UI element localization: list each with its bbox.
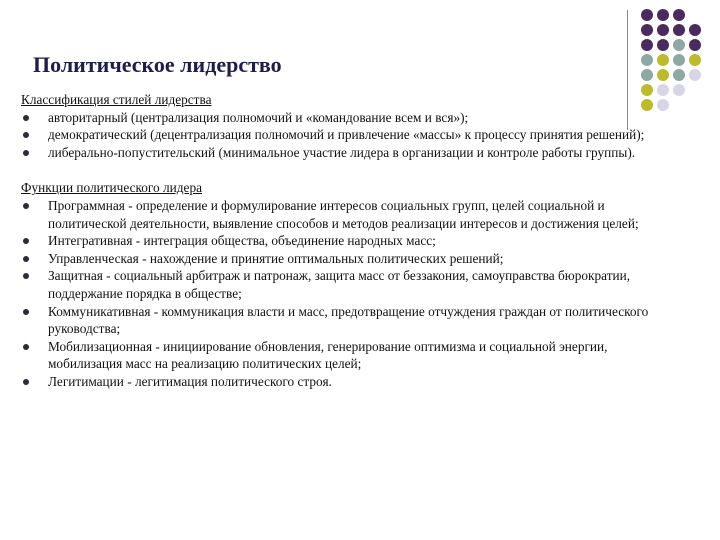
- list-item-text: Программная - определение и формулирование интересов социальных групп, целей социальной и политической деятельности, выявление способов и методов реализации интересов и достижения целей;: [48, 197, 639, 231]
- decor-dot: [673, 84, 685, 96]
- section-heading-leader-functions: Функции политического лидера: [21, 180, 202, 196]
- bullet-icon: [23, 238, 29, 244]
- leadership-styles-list: [21, 109, 671, 162]
- decor-dot: [673, 39, 685, 51]
- decor-dot: [689, 84, 701, 96]
- leader-functions-list: [21, 197, 671, 391]
- list-item: [21, 109, 671, 127]
- section-heading-leadership-styles: Классификация стилей лидерства: [21, 92, 212, 107]
- list-item-text: Защитная - социальный арбитраж и патронаж, защита масс от беззакония, самоуправства бюрократии, поддержание порядка в обществе;: [48, 268, 631, 301]
- decor-dot: [673, 24, 685, 36]
- decor-dot: [673, 99, 685, 111]
- decor-dot: [641, 69, 653, 81]
- decor-dot: [689, 69, 701, 81]
- decor-dot: [673, 9, 685, 21]
- decor-dot: [641, 24, 653, 36]
- page-title: Политическое лидерство: [33, 52, 282, 77]
- bullet-icon: [23, 273, 29, 279]
- section-spacer: [21, 161, 671, 179]
- bullet-icon: [23, 115, 29, 121]
- bullet-icon: [23, 344, 29, 350]
- decor-dot: [657, 39, 669, 51]
- list-item-text: Легитимации - легитимация политического строя.: [48, 373, 332, 389]
- decor-dot: [657, 69, 669, 81]
- bullet-icon: [23, 379, 29, 385]
- list-item: [21, 338, 671, 373]
- decor-dot: [673, 54, 685, 66]
- decor-dot: [689, 39, 701, 51]
- decor-dot: [657, 9, 669, 21]
- decor-dot: [641, 54, 653, 66]
- bullet-icon: [23, 256, 29, 262]
- list-item-text: Интегративная - интеграция общества, объединение народных масс;: [48, 233, 436, 249]
- list-item-text: авторитарный (централизация полномочий и «командование всем и вся»);: [48, 109, 469, 125]
- list-item-text: Мобилизационная - инициирование обновления, генерирование оптимизма и социальной энергии, мобилизация масс на реализацию политических целей;: [48, 338, 608, 372]
- list-item-text: либерально-попустительский (минимальное участие лидера в организации и контроле работы группы).: [48, 144, 636, 160]
- decor-dot: [673, 69, 685, 81]
- list-item: [21, 250, 671, 268]
- decor-dot: [657, 24, 669, 36]
- list-item-text: Управленческая - нахождение и принятие оптимальных политических решений;: [48, 250, 504, 266]
- slide-content: [21, 91, 671, 391]
- list-item-text: Коммуникативная - коммуникация власти и масс, предотвращение отчуждения граждан от политического руководства;: [48, 303, 649, 337]
- bullet-icon: [23, 150, 29, 156]
- decor-dot: [657, 54, 669, 66]
- list-item: [21, 267, 671, 302]
- list-item: [21, 303, 671, 338]
- decor-dot: [689, 54, 701, 66]
- bullet-icon: [23, 203, 29, 209]
- bullet-icon: [23, 309, 29, 315]
- decor-dot: [689, 9, 701, 21]
- decor-dot: [641, 9, 653, 21]
- list-item-text: демократический (децентрализация полномочий и привлечение «массы» к процессу принятия решений);: [48, 127, 645, 143]
- list-item: [21, 373, 671, 391]
- decor-dot: [641, 39, 653, 51]
- list-item: [21, 232, 671, 250]
- list-item: [21, 197, 671, 232]
- list-item: [21, 144, 671, 162]
- decor-dot: [689, 99, 701, 111]
- decor-dot: [689, 24, 701, 36]
- list-item: [21, 126, 671, 144]
- bullet-icon: [23, 132, 29, 138]
